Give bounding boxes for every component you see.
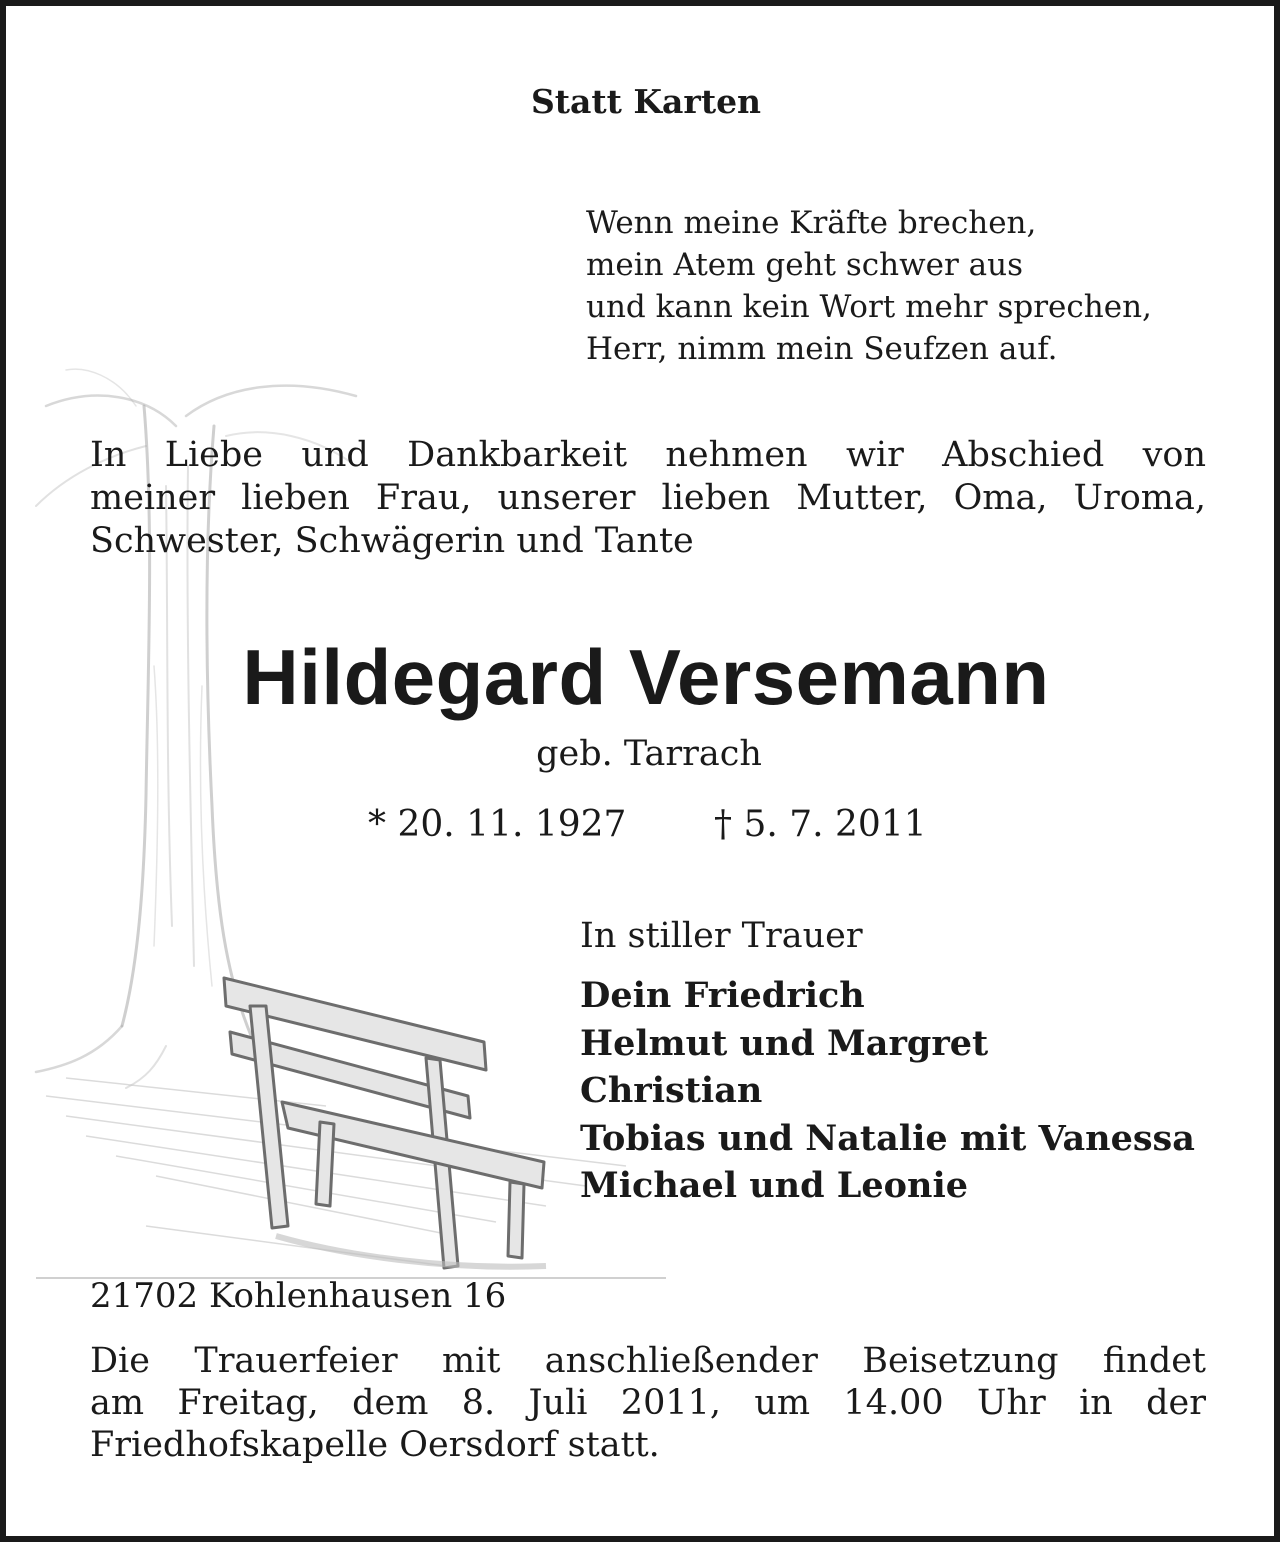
family-member: Helmut und Margret	[580, 1022, 989, 1064]
intro-line: Schwester, Schwägerin und Tante	[90, 521, 694, 561]
verse-line: und kann kein Wort mehr sprechen,	[586, 289, 1152, 325]
mourning-heading: In stiller Trauer	[580, 916, 863, 956]
family-member: Tobias und Natalie mit Vanessa	[580, 1117, 1195, 1159]
death-date: † 5. 7. 2011	[714, 804, 927, 845]
verse-line: mein Atem geht schwer aus	[586, 247, 1023, 283]
intro-line: In Liebe und Dankbarkeit nehmen wir Abschied von	[90, 435, 1206, 475]
header-statt-karten: Statt Karten	[530, 82, 762, 121]
birth-date: * 20. 11. 1927	[368, 804, 627, 845]
funeral-line: Friedhofskapelle Oersdorf statt.	[90, 1425, 660, 1465]
address: 21702 Kohlenhausen 16	[90, 1276, 507, 1316]
family-member: Christian	[580, 1070, 763, 1111]
verse	[586, 202, 1152, 370]
family-member: Dein Friedrich	[580, 975, 865, 1016]
intro-paragraph	[90, 434, 1206, 563]
verse-line: Herr, nimm mein Seufzen auf.	[586, 331, 1058, 367]
maiden-name: geb. Tarrach	[536, 734, 762, 774]
funeral-line: am Freitag, dem 8. Juli 2011, um 14.00 Uhr in der	[90, 1383, 1206, 1423]
deceased-name: Hildegard Versemann	[242, 633, 1050, 721]
family-member: Michael und Leonie	[580, 1165, 969, 1206]
family-list	[580, 972, 1195, 1210]
funeral-info	[90, 1340, 1206, 1466]
intro-line: meiner lieben Frau, unserer lieben Mutter, Oma, Uroma,	[90, 478, 1206, 518]
funeral-line: Die Trauerfeier mit anschließender Beisetzung findet	[90, 1341, 1206, 1381]
verse-line: Wenn meine Kräfte brechen,	[586, 205, 1037, 241]
